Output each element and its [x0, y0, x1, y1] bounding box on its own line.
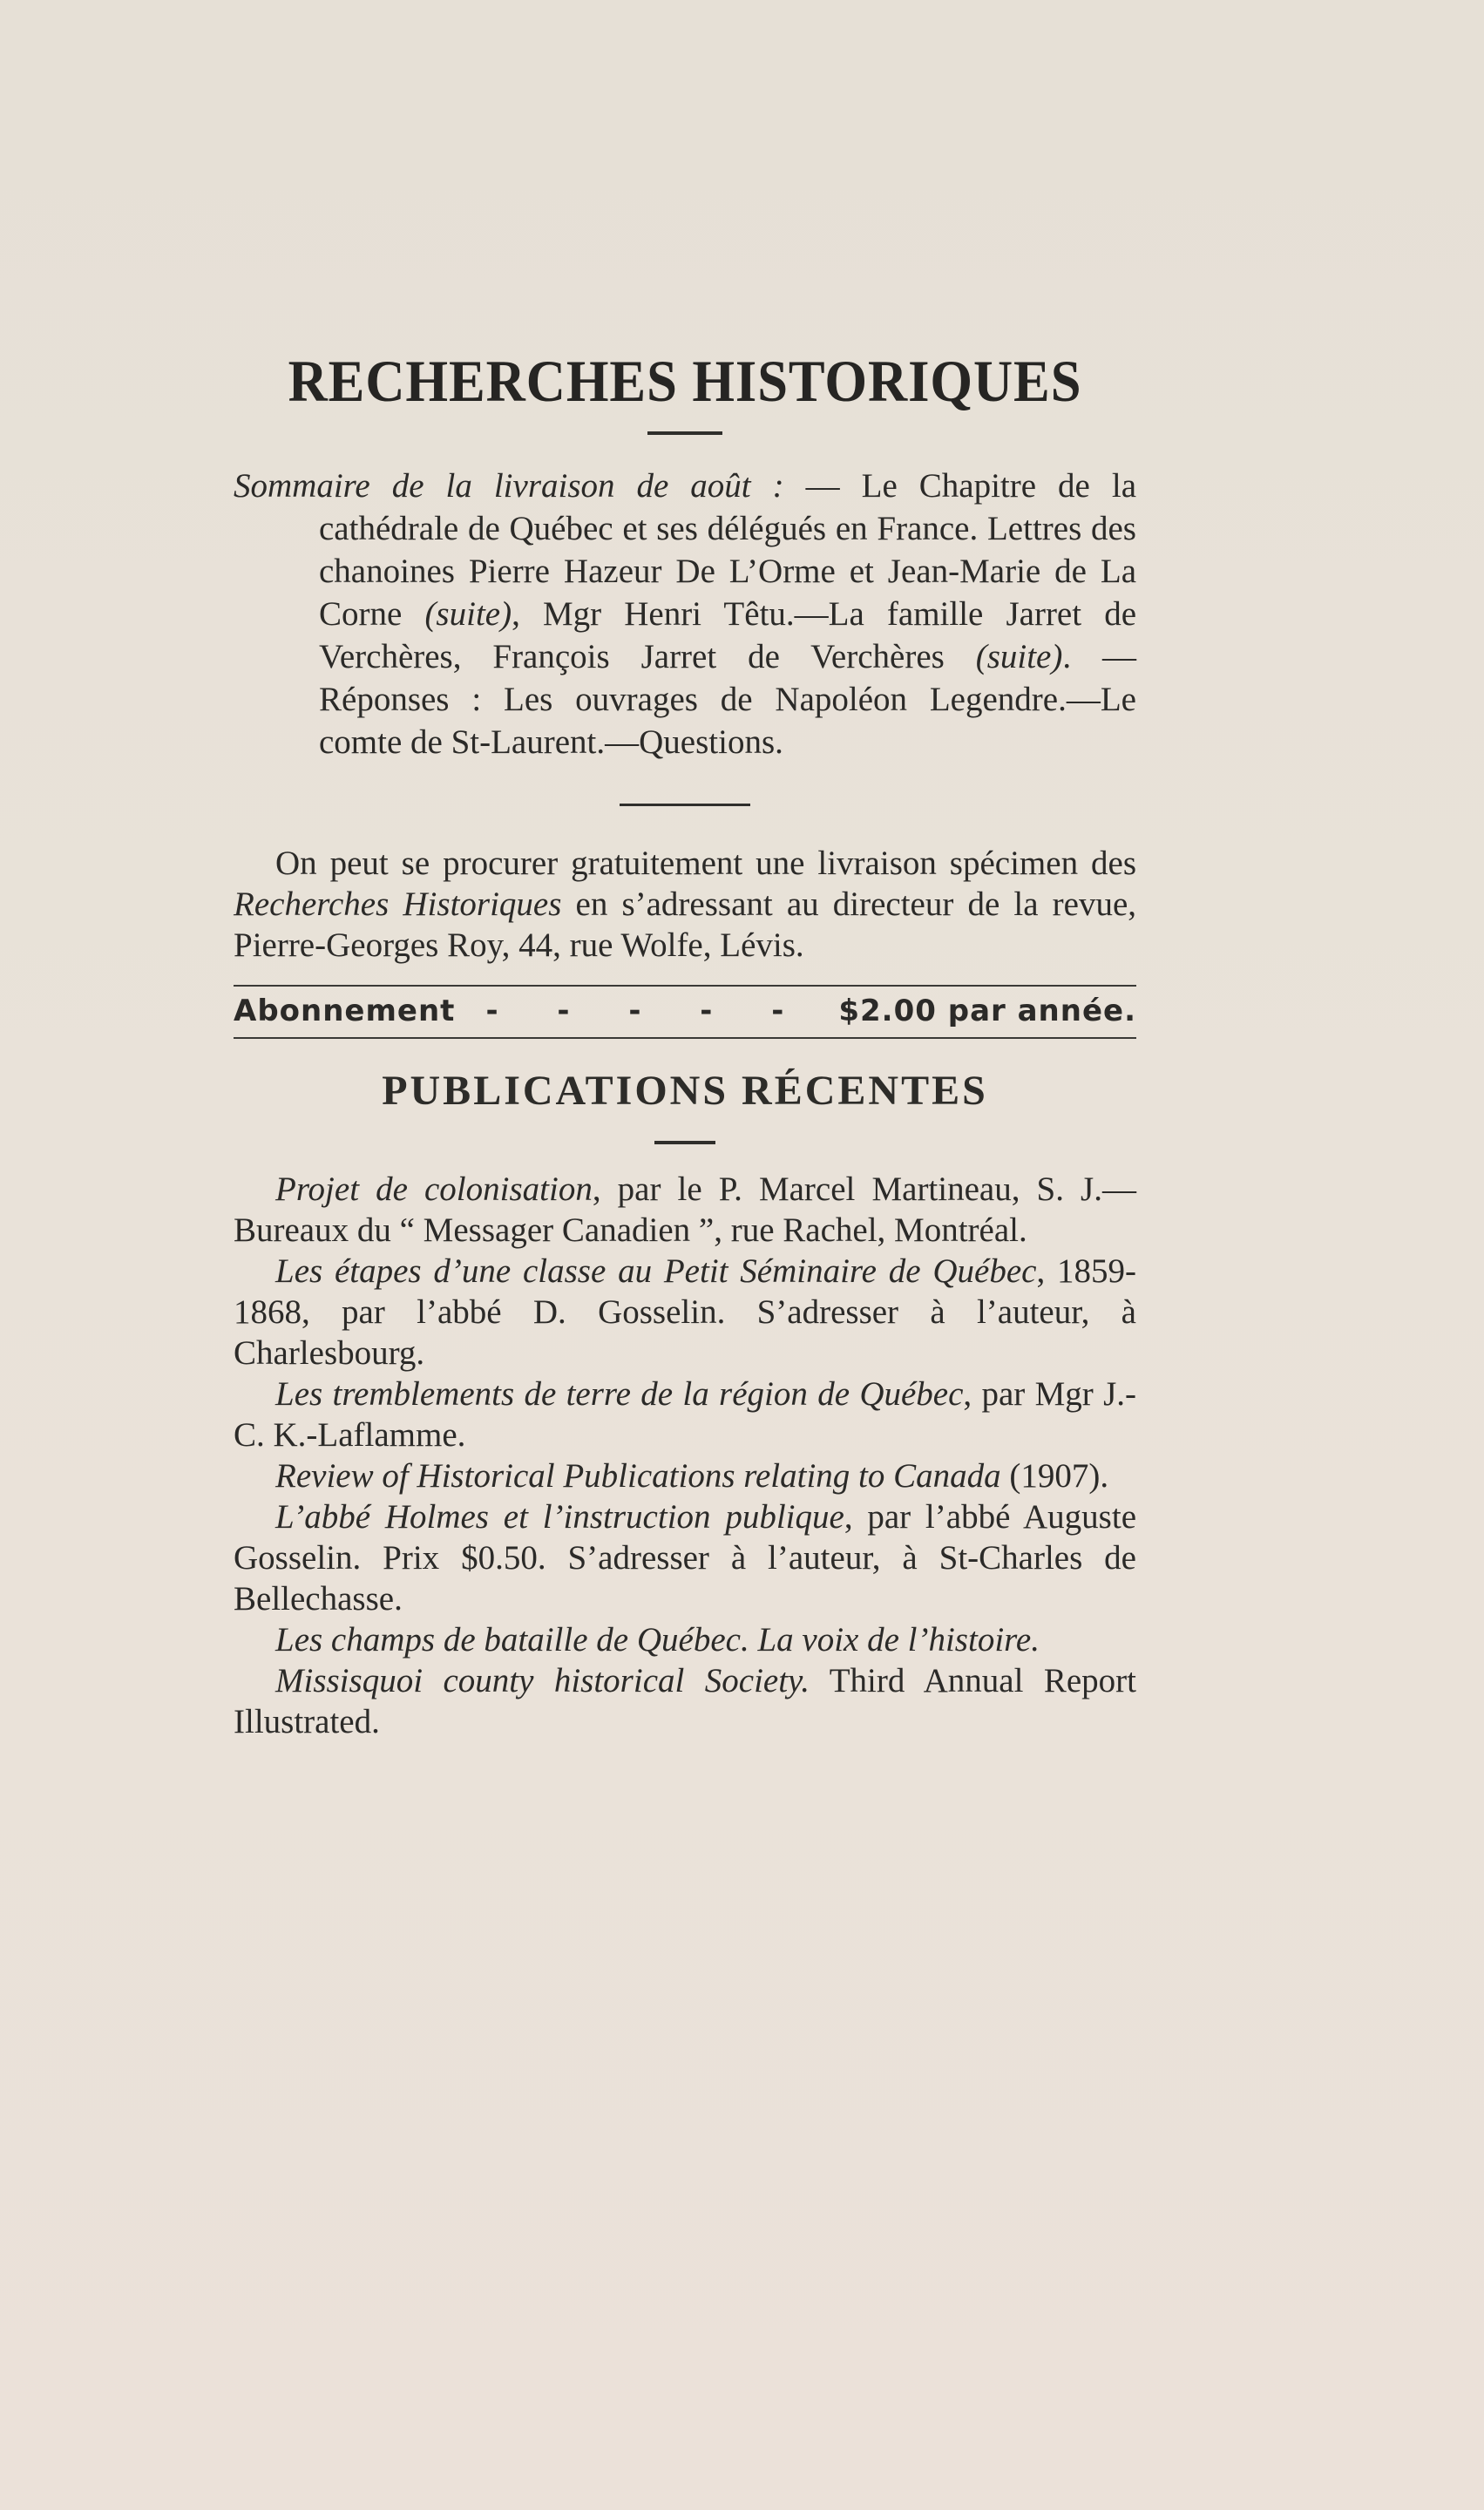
summary-text-3: . — Réponses : Les ouvrages de Napoléon Legendre.—Le comte de St-Laurent.—Questions.: [319, 637, 1137, 761]
notice-text-1: On peut se procurer gratuitement une livraison spécimen des: [275, 844, 1136, 882]
publications-heading: PUBLICATIONS RÉCENTES: [382, 1067, 988, 1114]
publication-title: L’abbé Holmes et l’instruction publique: [275, 1497, 844, 1536]
subscription-line: [234, 987, 1136, 1037]
summary-lead: Sommaire de la livraison de août :: [234, 466, 784, 505]
list-item: [234, 1374, 1136, 1455]
summary-text-1: — Le Chapitre de la cathédrale de Québec et ses délégués en France. Lettres des chanoines Pierre Hazeur De L’Orme et Jean-Marie de La Corne: [319, 466, 1136, 633]
subscription-price: $2.00 par année.: [838, 993, 1136, 1028]
publication-details: (1907).: [1000, 1456, 1109, 1495]
list-item: [234, 1619, 1136, 1660]
publication-details: , par Mgr J.-C. K.-Laflamme.: [234, 1374, 1136, 1454]
summary-suite-2: (suite): [975, 637, 1063, 675]
publication-title: Missisquoi county historical Society.: [275, 1661, 810, 1699]
list-item: [234, 1660, 1136, 1742]
specimen-notice: [234, 843, 1136, 966]
list-item: [234, 1169, 1136, 1251]
notice-text-2: en s’adressant au directeur de la revue, Pierre-Georges Roy, 44, rue Wolfe, Lévis.: [234, 885, 1137, 964]
publication-details: , par le P. Marcel Martineau, S. J.—Bureaux du “ Messager Canadien ”, rue Rachel, Montréal.: [234, 1170, 1136, 1249]
document-page: [234, 349, 1136, 1742]
publications-divider: [654, 1141, 715, 1144]
publications-list: [234, 1169, 1136, 1742]
publication-title: Les champs de bataille de Québec. La voix de l’histoire.: [275, 1620, 1040, 1659]
publication-title: Projet de colonisation: [275, 1170, 593, 1208]
title-divider: [647, 431, 722, 435]
notice-journal-name: Recherches Historiques: [234, 885, 562, 923]
subscription-rule-bottom: [234, 1037, 1136, 1039]
publication-title: Review of Historical Publications relating to Canada: [275, 1456, 1001, 1495]
publication-details: , par l’abbé Auguste Gosselin. Prix $0.50. S’adresser à l’auteur, à St-Charles de Bellechasse.: [234, 1497, 1137, 1618]
list-item: [234, 1455, 1136, 1496]
publication-title: Les étapes d’une classe au Petit Séminaire de Québec: [275, 1252, 1037, 1290]
publication-title: Les tremblements de terre de la région de Québec: [275, 1374, 964, 1413]
summary-divider: [620, 804, 750, 806]
summary-suite-1: (suite): [424, 594, 512, 633]
subscription-label: Abonnement: [234, 993, 456, 1028]
publication-details: Third Annual Report Illustrated.: [234, 1661, 1136, 1740]
publication-details: , 1859-1868, par l’abbé D. Gosselin. S’adresser à l’auteur, à Charlesbourg.: [234, 1252, 1136, 1372]
summary-text-2: , Mgr Henri Têtu.—La famille Jarret de Verchères, François Jarret de Verchères: [319, 594, 1136, 675]
page-title: RECHERCHES HISTORIQUES: [288, 348, 1082, 414]
list-item: [234, 1251, 1136, 1374]
list-item: [234, 1496, 1136, 1619]
issue-summary: [234, 465, 1136, 763]
subscription-dashes: - - - - -: [485, 993, 809, 1028]
